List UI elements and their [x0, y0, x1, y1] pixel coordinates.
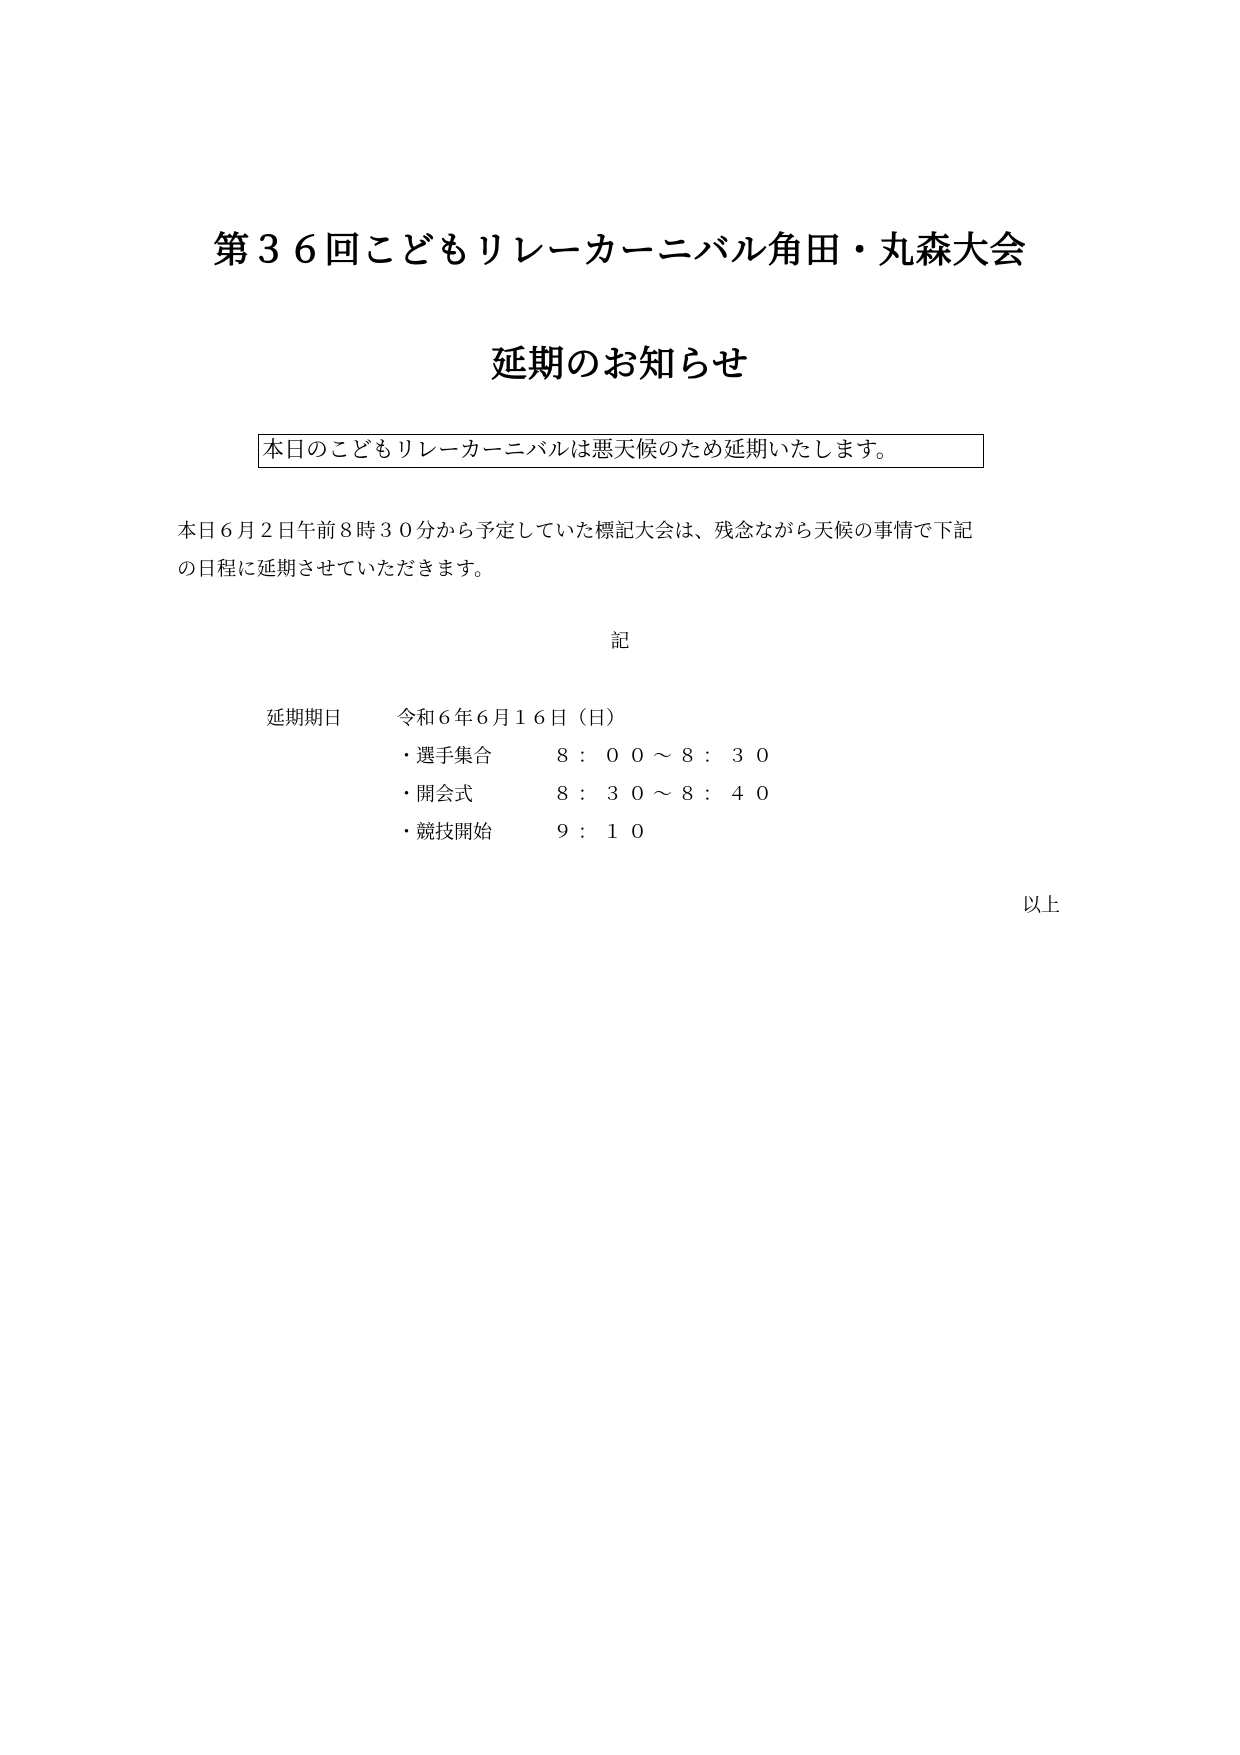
schedule-item-time: ８：３０～８：４０ [553, 783, 779, 805]
ki-heading: 記 [610, 630, 630, 652]
closing-mark: 以上 [1022, 894, 1061, 916]
document-title: 第３６回こどもリレーカーニバル角田・丸森大会 [213, 230, 1027, 271]
schedule-label: 延期期日 [266, 707, 343, 729]
schedule-date: 令和６年６月１６日（日） [397, 707, 626, 729]
body-line: の日程に延期させていただきます。 [177, 557, 494, 580]
body-paragraph [177, 512, 1077, 588]
body-line: 本日６月２日午前８時３０分から予定していた標記大会は、残念ながら天候の事情で下記 [177, 519, 974, 542]
schedule-item-name: ・競技開始 [397, 821, 493, 843]
schedule-item-name: ・選手集合 [397, 745, 493, 767]
schedule-item-time: ８：００～８：３０ [553, 745, 779, 767]
schedule-item-time: ９：１０ [553, 821, 654, 843]
postponement-notice-box: 本日のこどもリレーカーニバルは悪天候のため延期いたします。 [258, 434, 984, 468]
schedule-item-name: ・開会式 [397, 783, 474, 805]
document-subtitle: 延期のお知らせ [491, 344, 749, 385]
